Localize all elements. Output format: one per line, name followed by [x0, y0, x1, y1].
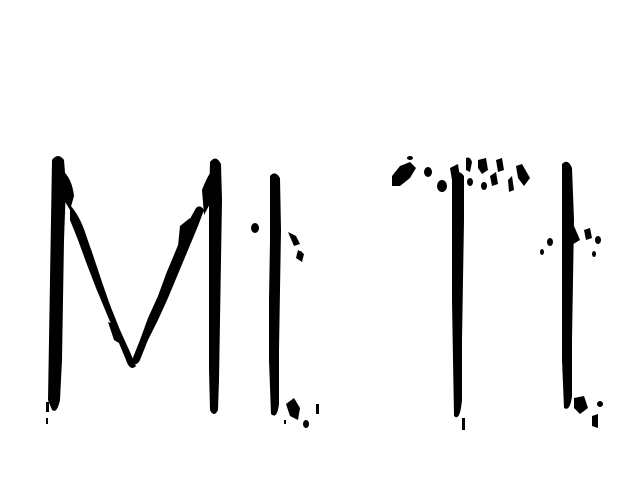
letter-capital-m: [46, 156, 222, 424]
letter-lowercase-t-first: [251, 173, 319, 428]
letter-capital-t: [392, 156, 530, 430]
letter-lowercase-t-second: [540, 162, 603, 428]
